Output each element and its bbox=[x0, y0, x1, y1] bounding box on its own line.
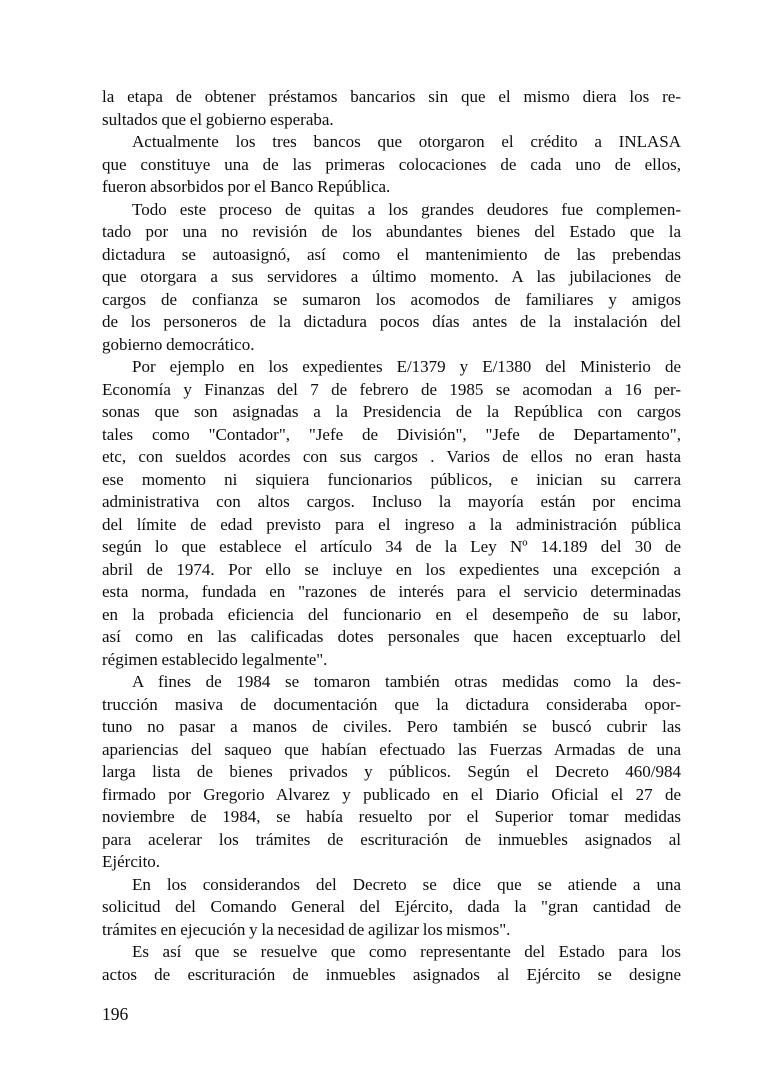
text-line: actos de escrituración de inmuebles asignados al Ejército se designe bbox=[102, 964, 681, 984]
text-line: A fines de 1984 se tomaron también otras medidas como la des- bbox=[132, 672, 681, 691]
text-line: régimen establecido legalmente". bbox=[102, 649, 328, 669]
text-line: apariencias del saqueo que habían efectuado las Fuerzas Armadas de una bbox=[102, 739, 681, 759]
text-line: dictadura se autoasignó, así como el mantenimiento de las prebendas bbox=[102, 244, 681, 264]
text-line: tales como "Contador", "Jefe de División", "Jefe de Departamento", bbox=[102, 424, 681, 444]
text-line: Economía y Finanzas del 7 de febrero de 1985 se acomodan a 16 per- bbox=[102, 379, 681, 399]
text-line: en la probada eficiencia del funcionario en el desempeño de su labor, bbox=[102, 604, 681, 624]
text-line: etc, con sueldos acordes con sus cargos . Varios de ellos no eran hasta bbox=[102, 447, 681, 466]
text-line: que constituye una de las primeras colocaciones de cada uno de ellos, bbox=[102, 154, 681, 174]
text-line: trámites en ejecución y la necesidad de agilizar los mismos". bbox=[102, 919, 511, 939]
text-line: solicitud del Comando General del Ejército, dada la "gran cantidad de bbox=[102, 897, 681, 916]
text-line: abril de 1974. Por ello se incluye en los expedientes una excepción a bbox=[102, 559, 681, 579]
text-line: larga lista de bienes privados y públicos. Según el Decreto 460/984 bbox=[102, 762, 681, 781]
text-line: esta norma, fundada en "razones de interés para el servicio determinadas bbox=[102, 582, 681, 601]
text-line: sultados que el gobierno esperaba. bbox=[102, 109, 334, 129]
text-block bbox=[102, 86, 681, 986]
text-line: sonas que son asignadas a la Presidencia de la República con cargos bbox=[102, 402, 681, 421]
text-line: del límite de edad previsto para el ingreso a la administración pública bbox=[102, 514, 681, 534]
text-line: tuno no pasar a manos de civiles. Pero también se buscó cubrir las bbox=[102, 717, 681, 736]
text-line: según lo que establece el artículo 34 de la Ley Nº 14.189 del 30 de bbox=[102, 537, 681, 556]
text-line: Ejército. bbox=[102, 852, 161, 871]
text-line: fueron absorbidos por el Banco República. bbox=[102, 177, 391, 196]
text-line: Actualmente los tres bancos que otorgaron el crédito a INLASA bbox=[132, 132, 681, 151]
text-line: ese momento ni siquiera funcionarios públicos, e inician su carrera bbox=[102, 469, 681, 489]
text-line: de los personeros de la dictadura pocos días antes de la instalación del bbox=[102, 312, 681, 331]
text-line: administrativa con altos cargos. Incluso la mayoría están por encima bbox=[102, 492, 681, 511]
text-line: noviembre de 1984, se había resuelto por el Superior tomar medidas bbox=[102, 807, 681, 826]
text-line: para acelerar los trámites de escrituración de inmuebles asignados al bbox=[102, 829, 681, 849]
text-line: trucción masiva de documentación que la dictadura consideraba opor- bbox=[102, 694, 681, 714]
text-line: así como en las calificadas dotes personales que hacen exceptuarlo del bbox=[102, 627, 681, 646]
text-line: Todo este proceso de quitas a los grandes deudores fue complemen- bbox=[132, 199, 681, 219]
text-line: gobierno democrático. bbox=[102, 334, 255, 354]
text-line: En los considerandos del Decreto se dice que se atiende a una bbox=[132, 874, 681, 894]
text-line: Por ejemplo en los expedientes E/1379 y E/1380 del Ministerio de bbox=[132, 357, 681, 376]
text-line: cargos de confianza se sumaron los acomodos de familiares y amigos bbox=[102, 289, 681, 309]
text-line: Es así que se resuelve que como representante del Estado para los bbox=[132, 942, 681, 961]
text-line: la etapa de obtener préstamos bancarios sin que el mismo diera los re- bbox=[102, 87, 681, 106]
text-line: firmado por Gregorio Alvarez y publicado en el Diario Oficial el 27 de bbox=[102, 784, 681, 804]
text-line: tado por una no revisión de los abundantes bienes del Estado que la bbox=[102, 222, 681, 241]
page-number: 196 bbox=[102, 1004, 129, 1024]
text-line: que otorgara a sus servidores a último momento. A las jubilaciones de bbox=[102, 267, 681, 286]
